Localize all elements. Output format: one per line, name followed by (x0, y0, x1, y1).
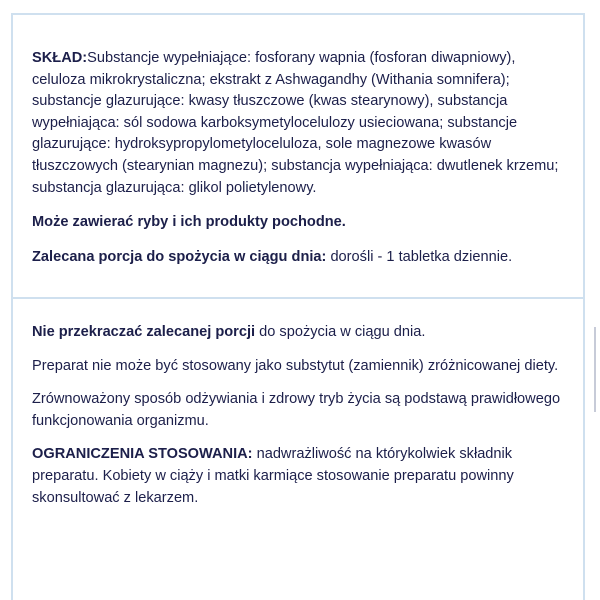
lifestyle-note: Zrównoważony sposób odżywiania i zdrowy tryb życia są podstawą prawidłowego funkcjonowania organizmu. (32, 391, 561, 429)
edge-mark (594, 327, 596, 412)
dosage-label: Zalecana porcja do spożycia w ciągu dnia: (32, 248, 327, 265)
section-divider (11, 297, 585, 299)
restrictions-paragraph (32, 444, 562, 509)
restrictions-text: nadwrażliwość na którykolwiek składnik preparatu. Kobiety w ciąży i matki karmiące stosowanie preparatu powinny skonsultować z lekarzem. (32, 446, 514, 506)
dosage-text: dorośli - 1 tabletka dziennie. (326, 248, 513, 265)
allergen-note: Może zawierać ryby i ich produkty pochodne. (32, 214, 346, 231)
warning-paragraph (32, 322, 562, 344)
dosage-paragraph (32, 247, 562, 269)
warnings-section (32, 322, 562, 509)
substitute-note: Preparat nie może być stosowany jako substytut (zamiennik) zróżnicowanej diety. (32, 357, 559, 374)
composition-label: SKŁAD: (32, 50, 88, 66)
composition-section (32, 48, 562, 268)
composition-text: Substancje wypełniające: fosforany wapnia (fosforan diwapniowy), celuloza mikrokrystaliczna; ekstrakt z Ashwagandhy (Withania somnifera); substancje glazurujące: kwasy tłuszczowe (kwas stearynowy), substancja wypełniająca: sól sodowa karboksymetylocelulozy usieciowana; substancje glazurujące: hydroksypropylometyloceluloza, sole magnezowe kwasów tłuszczowych (stearynian magnezu); substancja wypełniająca: dwutlenek krzemu; substancja glazurująca: glikol polietylenowy. (32, 50, 559, 196)
composition-paragraph (32, 48, 562, 199)
warning-text: do spożycia w ciągu dnia. (255, 324, 426, 340)
warning-label: Nie przekraczać zalecanej porcji (32, 324, 256, 340)
restrictions-label: OGRANICZENIA STOSOWANIA: (32, 446, 253, 463)
